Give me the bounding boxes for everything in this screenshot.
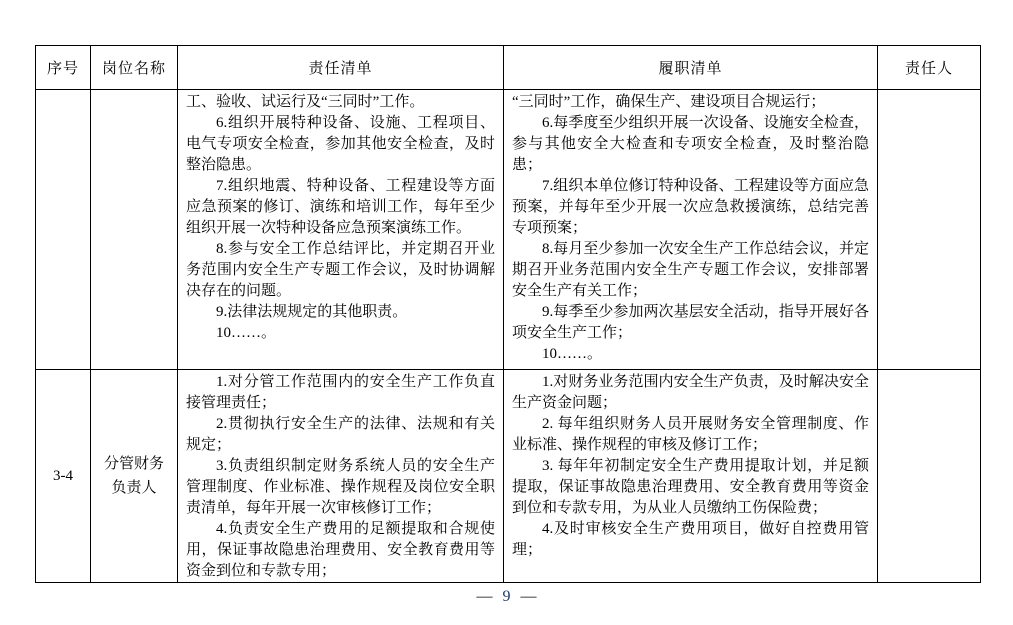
header-cell-responsibility-list: 责任清单 <box>178 46 504 90</box>
table-row-continuation <box>36 90 981 370</box>
paragraph: 7.组织本单位修订特种设备、工程建设等方面应急预案，并每年至少开展一次应急救援演练，总结完善专项预案； <box>512 178 869 236</box>
header-cell-serial: 序号 <box>36 46 91 90</box>
footer-left-dash: — <box>476 588 493 605</box>
page-footer <box>0 587 1013 607</box>
paragraph: 1.对财务业务范围内安全生产负责，及时解决安全生产资金问题； <box>512 374 869 411</box>
cell-position: 分管财务负责人 <box>91 370 178 583</box>
header-cell-performance-list: 履职清单 <box>504 46 878 90</box>
page-number: 9 <box>502 588 511 605</box>
table-row-finance-lead <box>36 370 981 583</box>
paragraph: 7.组织地震、特种设备、工程建设等方面应急预案的修订、演练和培训工作，每年至少组织开展一次特种设备应急预案演练工作。 <box>186 178 495 236</box>
footer-right-dash: — <box>520 588 537 605</box>
cell-performance-list <box>504 90 878 370</box>
paragraph: 9.每季至少参加两次基层安全活动，指导开展好各项安全生产工作； <box>512 304 869 341</box>
paragraph: 3. 每年年初制定安全生产费用提取计划，并足额提取，保证事故隐患治理费用、安全教育费用等资金到位和专款专用，为从业人员缴纳工伤保险费； <box>512 458 869 516</box>
paragraph: 2. 每年组织财务人员开展财务安全管理制度、作业标准、操作规程的审核及修订工作； <box>512 416 869 453</box>
paragraph: 4.负责安全生产费用的足额提取和合规使用，保证事故隐患治理费用、安全教育费用等资金到位和专款专用； <box>186 521 495 579</box>
paragraph: 1.对分管工作范围内的安全生产工作负直接管理责任； <box>186 374 495 411</box>
paragraph: 3.负责组织制定财务系统人员的安全生产管理制度、作业标准、操作规程及岗位安全职责清单，每年开展一次审核修订工作； <box>186 458 495 516</box>
paragraph: “三同时”工作，确保生产、建设项目合规运行； <box>512 94 826 110</box>
paragraph: 2.贯彻执行安全生产的法律、法规和有关规定； <box>186 416 495 453</box>
paragraph: 4.及时审核安全生产费用项目，做好自控费用管理； <box>512 521 869 558</box>
paragraph: 9.法律法规规定的其他职责。 <box>216 304 408 320</box>
paragraph: 10……。 <box>216 325 277 341</box>
responsibility-table <box>35 45 981 583</box>
cell-responsibility-list <box>178 370 504 583</box>
paragraph: 8.参与安全工作总结评比，并定期召开业务范围内安全生产专题工作会议，及时协调解决存在的问题。 <box>186 241 495 299</box>
paragraph: 6.每季度至少组织开展一次设备、设施安全检查，参与其他安全大检查和专项安全检查，及时整治隐患； <box>512 115 869 173</box>
cell-serial: 3-4 <box>36 370 91 583</box>
table-header-row <box>36 46 981 90</box>
paragraph: 10……。 <box>542 346 603 362</box>
paragraph: 8.每月至少参加一次安全生产工作总结会议，并定期召开业务范围内安全生产专题工作会议，安排部署安全生产有关工作； <box>512 241 869 299</box>
cell-serial <box>36 90 91 370</box>
paragraph: 6.组织开展特种设备、设施、工程项目、电气专项安全检查，参加其他安全检查，及时整治隐患。 <box>186 115 495 173</box>
cell-responsible-person <box>878 370 981 583</box>
header-cell-position: 岗位名称 <box>91 46 178 90</box>
cell-performance-list <box>504 370 878 583</box>
cell-position <box>91 90 178 370</box>
cell-responsible-person <box>878 90 981 370</box>
header-cell-responsible-person: 责任人 <box>878 46 981 90</box>
cell-responsibility-list <box>178 90 504 370</box>
paragraph: 工、验收、试运行及“三同时”工作。 <box>186 94 425 110</box>
